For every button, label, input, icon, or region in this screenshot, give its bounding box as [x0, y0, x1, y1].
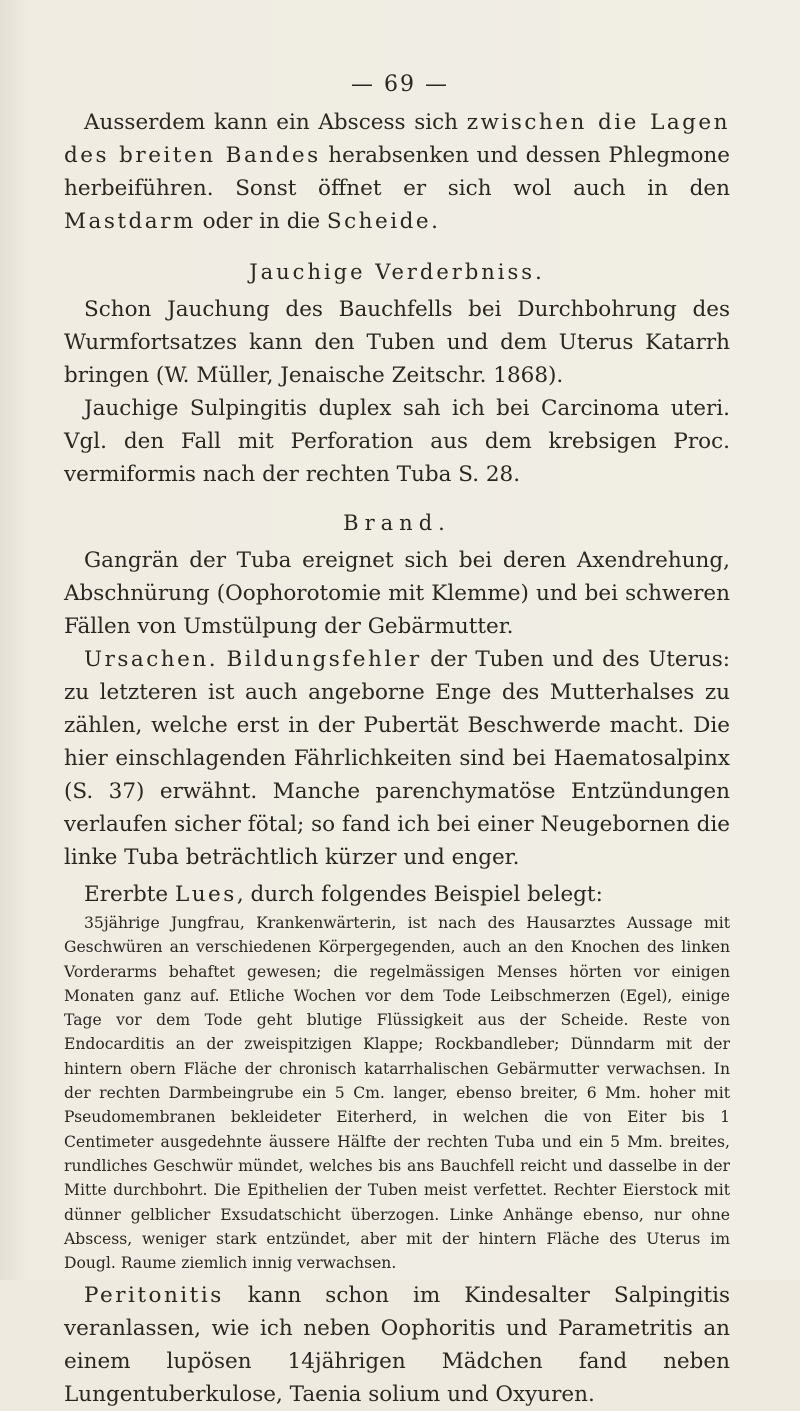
paragraph-gangraen: Gangrän der Tuba ereignet sich bei deren Axendrehung, Abschnürung (Oophorotomie mit Klemme) und bei schweren Fällen von Umstülpung der Gebärmutter.	[64, 548, 730, 639]
paragraph-ursachen: Ursachen. Bildungsfehler der Tuben und des Uterus: zu letzteren ist auch angeborne Enge des Mutterhalses zu zählen, welche erst in der Pubertät Beschwerde macht. Die hier einschlagenden Fährlichkeiten sind bei Haematosalpinx (S. 37) erwähnt. Manche parenchymatöse Entzündungen verlaufen sicher fötal; so fand ich bei einer Neugebornen die linke Tuba beträchtlich kürzer und enger.	[64, 647, 730, 870]
paragraph-peritonitis: Peritonitis kann schon im Kindesalter Salpingitis veranlassen, wie ich neben Oophoritis und Parametritis an einem lupösen 14jährigen Mädchen fand neben Lungentuberkulose, Taenia solium und Oxyuren.	[64, 1283, 730, 1408]
case-report: 35jährige Jungfrau, Krankenwärterin, ist nach des Hausarztes Aussage mit Geschwüren an verschiedenen Körpergegenden, auch an den Knochen des linken Vorderarms behaftet gewesen; die regelmässigen Menses hörten vor einigen Monaten ganz auf. Etliche Wochen vor dem Tode Leibschmerzen (Egel), einige Tage vor dem Tode geht blutige Flüssigkeit aus der Scheide. Reste von Endocarditis an der zweispitzigen Klappe; Rockbandleber; Dünndarm mit der hintern obern Fläche der chronisch katarrhalischen Gebärmutter verwachsen. In der rechten Darmbeingrube ein 5 Cm. langer, ebenso breiter, 6 Mm. hoher mit Pseudomembranen bekleideter Eiterherd, in welchen die von Eiter bis 1 Centimeter ausgedehnte äussere Hälfte der rechten Tuba und ein 5 Mm. breites, rundliches Geschwür mündet, welches bis ans Bauchfell reicht und dasselbe in der Mitte durchbohrt. Die Epithelien der Tuben meist verfettet. Rechter Eierstock mit dünner gelblicher Exsudatschicht überzogen. Linke Anhänge ebenso, nur ohne Abscess, weniger stark entzündet, aber mit der hintern Fläche des Uterus im Dougl. Raume ziemlich innig verwachsen.	[64, 914, 730, 1273]
section-heading-brand: Brand.	[343, 511, 451, 535]
paragraph-jauchung: Schon Jauchung des Bauchfells bei Durchbohrung des Wurmfortsatzes kann den Tuben und dem Uterus Katarrh bringen (W. Müller, Jenaische Zeitschr. 1868).	[64, 297, 730, 388]
paragraph-sulpingitis: Jauchige Sulpingitis duplex sah ich bei Carcinoma uteri. Vgl. den Fall mit Perforation aus dem krebsigen Proc. vermiformis nach der rechten Tuba S. 28.	[64, 396, 730, 487]
page-number: — 69 —	[351, 72, 449, 97]
section-heading-jauchige: Jauchige Verderbniss.	[249, 260, 545, 284]
paragraph-abscess: Ausserdem kann ein Abscess sich zwischen die Lagen des breiten Bandes herabsenken und dessen Phlegmone herbeiführen. Sonst öffnet er sich wol auch in den Mastdarm oder in die Scheide.	[64, 110, 730, 234]
paragraph-lues: Ererbte Lues, durch folgendes Beispiel belegt:	[84, 882, 603, 907]
